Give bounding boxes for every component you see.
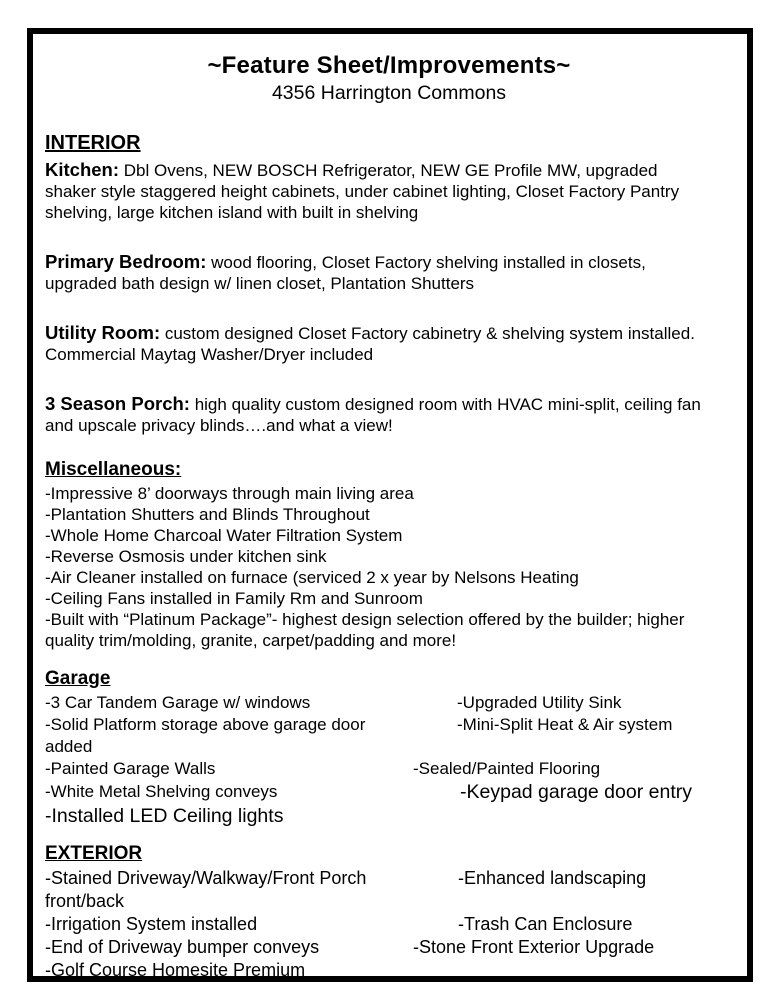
exterior-item-right: -Enhanced landscaping (458, 868, 647, 888)
list-item: -Impressive 8’ doorways through main living area (45, 484, 414, 503)
utility-room-paragraph (45, 322, 707, 365)
garage-item-right: -Sealed/Painted Flooring (413, 759, 601, 778)
list-item: -Air Cleaner installed on furnace (serviced 2 x year by Nelsons Heating (45, 568, 579, 587)
exterior-item-left: -Irrigation System installed (45, 914, 258, 934)
exterior-list (45, 867, 733, 982)
page-title: ~Feature Sheet/Improvements~ (207, 52, 571, 79)
miscellaneous-section-heading (45, 458, 733, 481)
exterior-row (45, 913, 733, 936)
exterior-item-left: -End of Driveway bumper conveys (45, 937, 320, 957)
kitchen-text: Dbl Ovens, NEW BOSCH Refrigerator, NEW GE Profile MW, upgraded shaker style staggered height cabinets, under cabinet lighting, Closet Factory Pantry shelving, large kitchen island with built in shelving (45, 161, 680, 222)
primary-bedroom-text: wood flooring, Closet Factory shelving installed in closets, upgraded bath design w/ linen closet, Plantation Shutters (45, 253, 646, 293)
three-season-porch-label: 3 Season Porch: (45, 393, 190, 414)
garage-item-left: -3 Car Tandem Garage w/ windows (45, 693, 311, 712)
garage-item-right: -Mini-Split Heat & Air system (457, 715, 673, 734)
garage-item-left: -White Metal Shelving conveys (45, 782, 278, 801)
garage-row (45, 692, 733, 714)
garage-row (45, 780, 733, 804)
garage-row (45, 758, 733, 780)
exterior-item-left: -Golf Course Homesite Premium (45, 960, 306, 980)
exterior-row (45, 959, 733, 982)
interior-section-heading (45, 132, 733, 155)
garage-section-heading (45, 667, 733, 690)
miscellaneous-heading-text: Miscellaneous: (45, 459, 182, 480)
garage-item-right: -Keypad garage door entry (460, 781, 692, 803)
garage-row (45, 804, 733, 828)
primary-bedroom-paragraph (45, 251, 707, 294)
garage-row (45, 714, 733, 758)
exterior-item-right: -Trash Can Enclosure (458, 914, 633, 934)
list-item: -Ceiling Fans installed in Family Rm and Sunroom (45, 589, 423, 608)
exterior-item-right: -Stone Front Exterior Upgrade (413, 937, 655, 957)
kitchen-label: Kitchen: (45, 159, 119, 180)
interior-heading-text: INTERIOR (45, 132, 141, 154)
primary-bedroom-label: Primary Bedroom: (45, 251, 207, 272)
list-item: -Plantation Shutters and Blinds Throughout (45, 505, 370, 524)
three-season-porch-text: high quality custom designed room with HVAC mini-split, ceiling fan and upscale privacy blinds….and what a view! (45, 395, 701, 435)
exterior-heading-text: EXTERIOR (45, 843, 143, 864)
exterior-row (45, 867, 733, 913)
utility-room-text: custom designed Closet Factory cabinetry & shelving system installed. Commercial Maytag Washer/Dryer included (45, 324, 695, 364)
garage-item-left: -Installed LED Ceiling lights (45, 805, 284, 827)
garage-heading-text: Garage (45, 668, 111, 689)
list-item: -Whole Home Charcoal Water Filtration System (45, 526, 403, 545)
exterior-row (45, 936, 733, 959)
page-subtitle: 4356 Harrington Commons (271, 82, 507, 104)
garage-item-left: -Painted Garage Walls (45, 759, 216, 778)
feature-sheet-border-box (27, 28, 753, 982)
three-season-porch-paragraph (45, 393, 707, 436)
kitchen-paragraph (45, 159, 707, 223)
list-item: -Reverse Osmosis under kitchen sink (45, 547, 327, 566)
exterior-section-heading (45, 842, 733, 865)
exterior-item-left: -Stained Driveway/Walkway/Front Porch front/back (45, 868, 367, 911)
utility-room-label: Utility Room: (45, 322, 161, 343)
garage-item-left: -Solid Platform storage above garage door added (45, 715, 366, 756)
garage-item-right: -Upgraded Utility Sink (457, 693, 622, 712)
list-item: -Built with “Platinum Package”- highest design selection offered by the builder; higher quality trim/molding, granite, carpet/padding and more! (45, 610, 685, 650)
miscellaneous-list (45, 483, 733, 651)
garage-list (45, 692, 733, 828)
